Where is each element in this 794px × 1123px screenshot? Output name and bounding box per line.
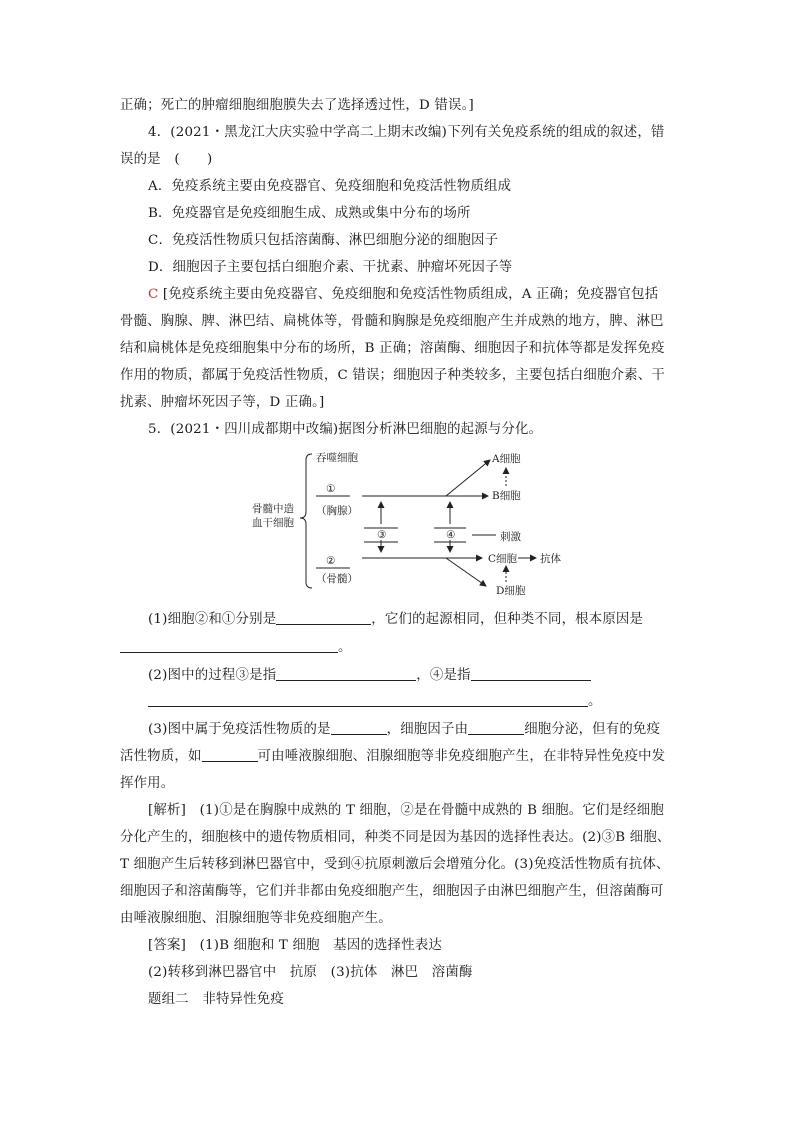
q5-part1-text-a: (1)细胞②和①分别是: [148, 612, 277, 627]
circle-4-label: ④: [446, 529, 456, 541]
phagocyte-label: 吞噬细胞: [316, 452, 358, 464]
q5-part2-end: 。: [588, 694, 602, 709]
q5-part3-text-a: (3)图中属于免疫活性物质的是: [148, 722, 331, 737]
q4-stem-line1: 4．(2021・黑龙江大庆实验中学高二上期末改编)下列有关免疫系统的组成的叙述，错: [148, 125, 665, 140]
blank-3[interactable]: [276, 666, 416, 681]
q4-explanation-line5: 扰素、肿瘤坏死因子等，D 正确。]: [120, 395, 325, 410]
q5-part1-line1: [148, 610, 708, 630]
q5-part3-text-d: 活性物质，如: [120, 749, 202, 764]
brace: [300, 454, 312, 588]
q4-option-d: D．细胞因子主要包括白细胞介素、干扰素、肿瘤坏死因子等: [148, 260, 513, 275]
answer-tag: [答案]: [148, 938, 187, 953]
q5-analysis-line2: 分化产生的，细胞核中的遗传物质相同，种类不同是因为基因的选择性表达。(2)③B 细胞、: [120, 830, 671, 845]
section-title: 题组二 非特异性免疫: [148, 992, 284, 1007]
q4-stem-line2: 误的是 ( ): [120, 152, 213, 167]
q4-option-c: C．免疫活性物质只包括溶菌酶、淋巴细胞分泌的细胞因子: [148, 233, 499, 248]
marrow-label: （骨髓）: [316, 573, 358, 585]
q5-part3-text-b: ，细胞因子由: [386, 722, 469, 737]
a-cell-label: A细胞: [492, 453, 521, 465]
arrow-to-d-cell: [446, 558, 486, 586]
blank-5[interactable]: [148, 692, 588, 707]
d-cell-label: D细胞: [496, 585, 526, 597]
q5-answer-line1: [148, 936, 708, 956]
q5-analysis-line1: [148, 801, 708, 821]
blank-6[interactable]: [331, 720, 387, 735]
lymphocyte-origin-diagram: [250, 448, 580, 598]
circle-2-label: ②: [326, 555, 336, 567]
q4-explanation-line4: 作用的物质，都属于免疫活性物质，C 错误；细胞因子种类较多，主要包括白细胞介素、干: [120, 368, 665, 383]
q5-answer-line2: (2)转移到淋巴器官中 抗原 (3)抗体 淋巴 溶菌酶: [148, 965, 473, 980]
q5-part1-text-b: ，它们的起源相同，但种类不同，根本原因是: [371, 612, 644, 627]
q5-analysis-line5: 由唾液腺细胞、泪腺细胞等非免疫细胞产生。: [120, 911, 392, 926]
b-cell-label: B细胞: [492, 490, 521, 502]
blank-1[interactable]: [276, 610, 371, 625]
q5-part3-text-e: 可由唾液腺细胞、泪腺细胞等非免疫细胞产生，在非特异性免疫中发: [257, 749, 666, 764]
q4-explanation-line3: 结和扁桃体是免疫细胞集中分布的场所，B 正确；溶菌酶、细胞因子和抗体等都是发挥免疫: [120, 341, 665, 356]
blank-2[interactable]: [120, 638, 338, 653]
antibody-label: 抗体: [540, 553, 561, 565]
analysis-tag: [解析]: [148, 803, 187, 818]
blank-7[interactable]: [468, 720, 524, 735]
arrow-to-a-cell: [446, 460, 490, 496]
q4-answer-letter: C: [148, 287, 159, 302]
q5-analysis-line4: 细胞因子和溶菌酶等，它们并非都由免疫细胞产生，细胞因子由淋巴细胞产生，但溶菌酶可: [120, 884, 664, 899]
blank-4[interactable]: [471, 666, 591, 681]
q4-option-a: A．免疫系统主要由免疫器官、免疫细胞和免疫活性物质组成: [148, 179, 512, 194]
q5-part1-end: 。: [338, 640, 352, 655]
circle-3-label: ③: [377, 529, 387, 541]
source-label-line2: 血干细胞: [252, 517, 294, 529]
q4-option-b: B．免疫器官是免疫细胞生成、成熟或集中分布的场所: [148, 206, 471, 221]
q5-analysis-line3: T 细胞产生后转移到淋巴器官中，受到④抗原刺激后会增殖分化。(3)免疫活性物质有抗体、: [120, 857, 670, 872]
source-label-line1: 骨髓中造: [252, 503, 294, 515]
answer-text-1: (1)B 细胞和 T 细胞 基因的选择性表达: [186, 938, 442, 953]
c-cell-label: C细胞: [488, 553, 518, 565]
analysis-text-1: (1)①是在胸腺中成熟的 T 细胞，②是在骨髓中成熟的 B 细胞。它们是经细胞: [186, 803, 664, 818]
q4-explanation-line2: 骨髓、胸腺、脾、淋巴结、扁桃体等，骨髓和胸腺是免疫细胞产生并成熟的地方，脾、淋巴: [120, 314, 664, 329]
q5-part3-line1: [148, 720, 708, 740]
q5-part2-text-a: (2)图中的过程③是指: [148, 668, 277, 683]
q4-explanation-text: [免疫系统主要由免疫器官、免疫细胞和免疫活性物质组成，A 正确；免疫器官包括: [162, 287, 659, 302]
prev-answer-tail: 正确；死亡的肿瘤细胞细胞膜失去了选择透过性，D 错误。]: [120, 98, 474, 113]
q5-part1-line2: [120, 638, 680, 658]
q5-part2-text-b: ，④是指: [416, 668, 471, 683]
circle-1-label: ①: [326, 483, 336, 495]
q4-explanation-line1: [148, 285, 708, 305]
q5-stem: 5．(2021・四川成都期中改编)据图分析淋巴细胞的起源与分化。: [148, 422, 543, 437]
q5-part3-text-c: 细胞分泌，但有的免疫: [524, 722, 661, 737]
q5-part3-line3: 挥作用。: [120, 776, 175, 791]
q5-part3-line2: [120, 747, 680, 767]
stimulus-label: 刺激: [500, 531, 521, 543]
q5-part2-line1: [148, 666, 708, 686]
blank-8[interactable]: [202, 747, 258, 762]
thymus-label: （胸腺）: [316, 505, 358, 517]
q5-part2-line2: [148, 692, 708, 712]
